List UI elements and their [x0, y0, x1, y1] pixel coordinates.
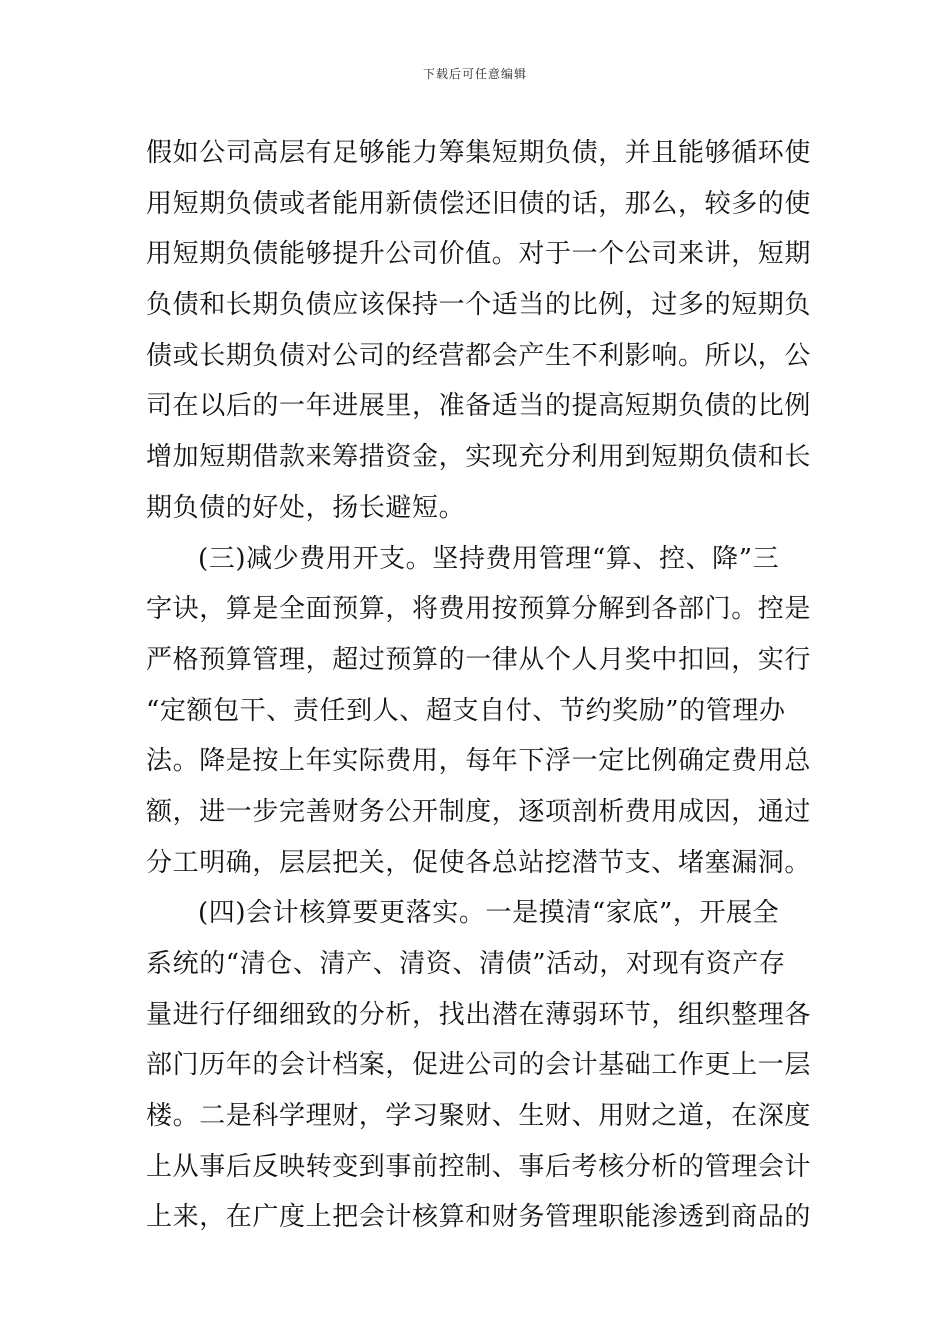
text-line: (三)减少费用开支。坚持费用管理“算、控、降”三 — [198, 543, 780, 574]
text-line: 严格预算管理，超过预算的一律从个人月奖中扣回，实行 — [146, 644, 812, 675]
document-body — [146, 128, 810, 1243]
text-line: 债或长期负债对公司的经营都会产生不利影响。所以，公 — [146, 340, 812, 371]
text-line: 字诀，算是全面预算，将费用按预算分解到各部门。控是 — [146, 594, 812, 625]
text-line: 额，进一步完善财务公开制度，逐项剖析费用成因，通过 — [146, 796, 812, 827]
text-line: 分工明确，层层把关，促使各总站挖潜节支、堵塞漏洞。 — [146, 847, 812, 878]
text-line: 系统的“清仓、清产、清资、清债”活动，对现有资产存 — [146, 949, 786, 979]
text-line: “定额包干、责任到人、超支自付、节约奖励”的管理办 — [146, 695, 786, 726]
text-line: 楼。二是科学理财，学习聚财、生财、用财之道，在深度 — [146, 1101, 812, 1132]
text-line: 量进行仔细细致的分析，找出潜在薄弱环节，组织整理各 — [146, 999, 812, 1030]
text-line: 增加短期借款来筹措资金，实现充分利用到短期负债和长 — [146, 442, 812, 473]
text-line: 用短期负债能够提升公司价值。对于一个公司来讲，短期 — [146, 239, 812, 270]
text-line: 期负债的好处，扬长避短。 — [146, 492, 466, 523]
page-header: 下载后可任意编辑 — [422, 67, 527, 81]
text-line: 负债和长期负债应该保持一个适当的比例，过多的短期负 — [146, 290, 812, 321]
text-line: 法。降是按上年实际费用，每年下浮一定比例确定费用总 — [146, 746, 812, 777]
text-line: 上来，在广度上把会计核算和财务管理职能渗透到商品的 — [146, 1202, 812, 1233]
text-line: 假如公司高层有足够能力筹集短期负债，并且能够循环使 — [146, 138, 812, 168]
text-line: 司在以后的一年进展里，准备适当的提高短期负债的比例 — [146, 391, 812, 422]
text-line: (四)会计核算要更落实。一是摸清“家底”，开展全 — [198, 898, 780, 929]
text-line: 上从事后反映转变到事前控制、事后考核分析的管理会计 — [146, 1151, 812, 1182]
text-line: 用短期负债或者能用新债偿还旧债的话，那么，较多的使 — [146, 188, 812, 219]
text-line: 部门历年的会计档案，促进公司的会计基础工作更上一层 — [146, 1050, 812, 1081]
